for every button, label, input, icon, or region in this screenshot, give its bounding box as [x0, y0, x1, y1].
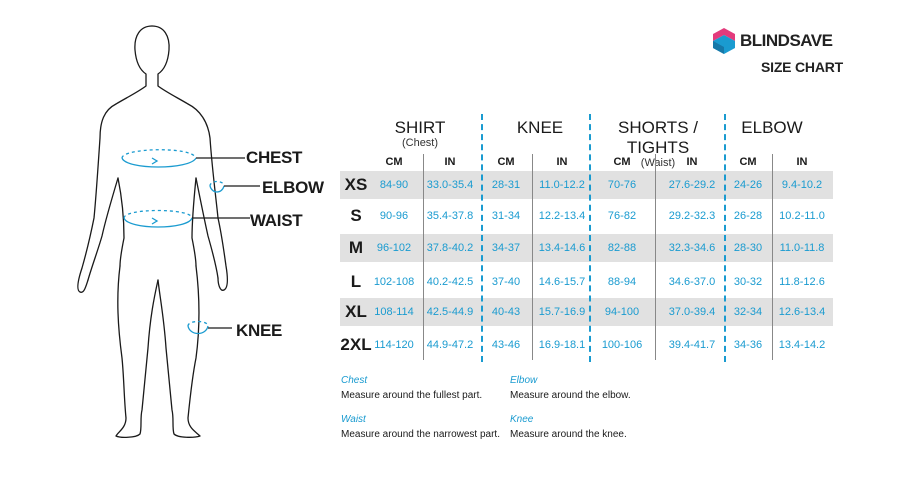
body-figure-illustration [60, 18, 320, 458]
unit-divider [423, 154, 424, 360]
table-row [340, 298, 833, 326]
size-label: 2XL [340, 335, 372, 354]
table-cell: 10.2-11.0 [779, 210, 825, 222]
group-divider [481, 114, 483, 362]
group-subtitle: (Waist) [640, 157, 676, 169]
group-header-elbow [730, 118, 814, 138]
table-cell: 12.6-13.4 [778, 306, 826, 318]
size-label: S [350, 206, 362, 225]
table-cell: 37.0-39.4 [668, 306, 716, 318]
note-text-elbow: Measure around the elbow. [510, 390, 631, 401]
table-cell: 102-108 [373, 276, 415, 288]
group-header-knee [500, 118, 580, 138]
table-cell: 35.4-37.8 [426, 210, 474, 222]
note-text-knee: Measure around the knee. [510, 429, 627, 440]
size-label: XL [345, 302, 367, 321]
table-cell: 70-76 [607, 179, 637, 191]
unit-header: CM [385, 156, 403, 168]
table-cell: 11.0-12.2 [539, 179, 585, 191]
unit-divider [532, 154, 533, 360]
table-cell: 32.3-34.6 [668, 242, 716, 254]
table-cell: 84-90 [379, 179, 409, 191]
table-row [340, 234, 833, 262]
unit-header: IN [444, 156, 456, 168]
group-subtitle: (Chest) [401, 137, 439, 149]
table-cell: 94-100 [604, 306, 640, 318]
table-cell: 31-34 [491, 210, 521, 222]
table-cell: 30-32 [733, 276, 763, 288]
table-cell: 114-120 [374, 339, 414, 351]
size-label: L [350, 272, 362, 291]
note-title-waist: Waist [341, 414, 366, 425]
table-cell: 13.4-14.2 [778, 339, 826, 351]
table-cell: 11.8-12.6 [779, 276, 825, 288]
table-row [340, 171, 833, 199]
note-text-chest: Measure around the fullest part. [341, 390, 483, 401]
table-cell: 40.2-42.5 [426, 276, 474, 288]
table-cell: 15.7-16.9 [538, 306, 586, 318]
table-cell: 88-94 [607, 276, 637, 288]
chest-label: CHEST [246, 148, 303, 167]
table-cell: 26-28 [733, 210, 763, 222]
unit-header: IN [796, 156, 808, 168]
note-title-elbow: Elbow [510, 375, 538, 386]
note-title-chest: Chest [341, 375, 368, 386]
table-cell: 100-106 [601, 339, 643, 351]
table-cell: 29.2-32.3 [668, 210, 716, 222]
table-row [340, 268, 833, 296]
table-cell: 34-37 [491, 242, 521, 254]
note-title-knee: Knee [510, 414, 534, 425]
unit-divider [772, 154, 773, 360]
table-cell: 76-82 [607, 210, 637, 222]
group-title: KNEE [516, 118, 564, 137]
table-cell: 27.6-29.2 [668, 179, 716, 191]
table-cell: 37-40 [491, 276, 521, 288]
unit-header: CM [613, 156, 631, 168]
table-cell: 28-31 [491, 179, 521, 191]
group-title: ELBOW [741, 118, 803, 137]
table-cell: 16.9-18.1 [538, 339, 586, 351]
table-cell: 11.0-11.8 [779, 242, 825, 254]
table-cell: 82-88 [607, 242, 637, 254]
table-cell: 14.6-15.7 [538, 276, 586, 288]
table-cell: 39.4-41.7 [668, 339, 716, 351]
unit-header: CM [739, 156, 757, 168]
group-title: SHIRT [394, 118, 446, 137]
table-cell: 44.9-47.2 [426, 339, 474, 351]
table-cell: 42.5-44.9 [426, 306, 474, 318]
table-cell: 13.4-14.6 [538, 242, 586, 254]
group-title: SHORTS / TIGHTS [618, 118, 698, 157]
waist-label: WAIST [250, 211, 303, 230]
table-cell: 40-43 [491, 306, 521, 318]
table-row [340, 202, 833, 230]
knee-label: KNEE [236, 321, 283, 340]
table-row [340, 331, 833, 359]
table-cell: 43-46 [491, 339, 521, 351]
group-divider [589, 114, 591, 362]
table-cell: 90-96 [379, 210, 409, 222]
brand-block [713, 28, 843, 78]
table-cell: 96-102 [376, 242, 412, 254]
unit-header: IN [556, 156, 568, 168]
brand-name: BLINDSAVE [740, 31, 833, 50]
table-cell: 37.8-40.2 [426, 242, 474, 254]
group-divider [724, 114, 726, 362]
note-text-waist: Measure around the narrowest part. [341, 429, 500, 440]
unit-header: CM [497, 156, 515, 168]
group-header-shirt [380, 118, 460, 149]
size-chart-title: SIZE CHART [761, 59, 844, 75]
table-cell: 34-36 [733, 339, 763, 351]
elbow-label: ELBOW [262, 178, 324, 197]
unit-header: IN [686, 156, 698, 168]
table-cell: 108-114 [374, 306, 414, 318]
table-cell: 34.6-37.0 [668, 276, 716, 288]
blindsave-logo-icon [713, 28, 735, 54]
table-cell: 32-34 [733, 306, 763, 318]
unit-divider [655, 154, 656, 360]
table-cell: 24-26 [733, 179, 763, 191]
table-cell: 28-30 [733, 242, 763, 254]
table-cell: 33.0-35.4 [426, 179, 474, 191]
table-cell: 9.4-10.2 [781, 179, 823, 191]
size-label: XS [344, 175, 368, 194]
size-label: M [348, 238, 364, 257]
table-cell: 12.2-13.4 [538, 210, 586, 222]
